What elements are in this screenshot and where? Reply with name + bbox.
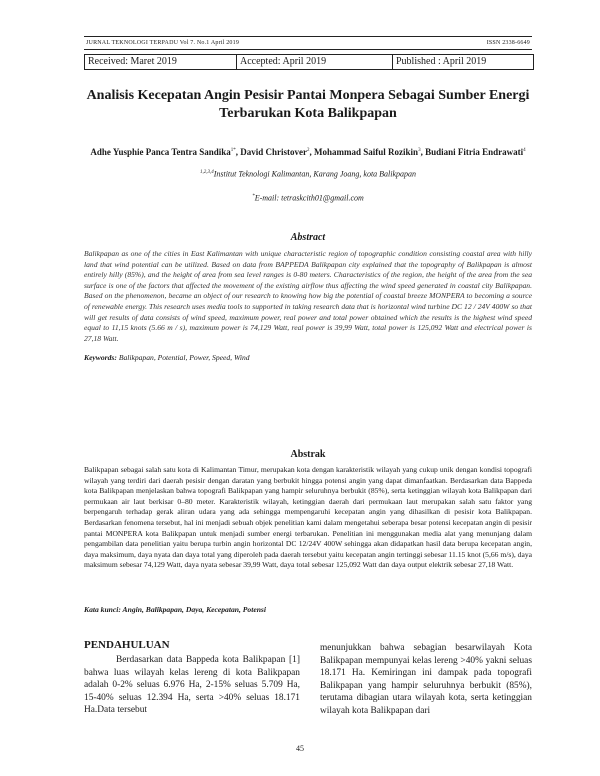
page-number: 45 [296,744,304,753]
author-1: Adhe Yusphie Panca Tentra Sandika [90,147,231,157]
keywords-label: Keywords: [84,353,117,362]
keywords-english [84,353,532,363]
abstrak-indonesian-text: Balikpapan sebagai salah satu kota di Kalimantan Timur, merupakan kota dengan karakteristik wilayah yang cukup unik dengan kondisi topografi wilayah yang terdiri dari daerah pesisir dengan daratan yang berbukit hingga potensi angin yang dapat dimanfaatkan. Berdasarkan data Bappeda kota Balikpapan menjelaskan bahwa topografi Balikpapan yang hampir seluruhnya berbukit (85%), serta ketinggian wilayah kota Balikpapan dari permukaan air laut berkisar 0–80 meter. Karakteristik wilayah, ketinggian daerah dari permukaan laut merupakan salah satu faktor yang berpengaruh terhadap gerak aliran udara yang ada sehingga mempengaruhi kecepatan angin yang dihasilkan di pesisir kota Balikpapan. Berdasarkan fenomena tersebut, hal ini menjadi sebuah objek penelitian kami dalam mengetahui seberapa besar potensi kecepatan angin di pesisir pantai MONPERA kota Balikpapan untuk menjadi sumber energi terbarukan. Penelitian ini menggunakan media alat yang menunjang dalam pengambilan data penelitian yaitu berupa turbin angin horizontal DC 12/24V 400W sehingga akan didapatkan hasil data berupa kecepatan angin, daya maksimum, daya nyata dan daya total yang diperoleh pada daerah tersebut yaitu kecepatan angin tertinggi sebesar 11.15 knot (5,66 m/s), daya maksimum sebesar 74,129 Watt, daya nyata sebesar 39,99 Watt, daya total sebesar 125,092 Watt dan daya output elektrik sebesar 27,18 Watt. [84,465,532,570]
published-date: Published : April 2019 [396,56,487,67]
affiliation-sup: 1,2,3,4 [199,170,214,175]
author-2: , David Christover [235,147,308,157]
abstract-english-text: Balikpapan as one of the cities in East Kalimantan with unique characteristic region of topographic condition consisting coastal area with hilly land that wind potential can be utilized. Based on data from BAPPEDA Balikpapan city explained that the topography of Balikpapan is almost entirely hilly (85%), and the height of area from sea level ranges is 0-80 meters. Characteristics of the region, the height of the area from the sea surface is one of the factors that affected the movement of the existing airflow thus affecting the wind speed generated in coastal city Balikpapan. Based on the phenomenon, became an object of our research to knowing how big the potential of coastal breeze MONPERA to becoming a source of renewable energy. This research uses media tools to supported in taking research data that is horizontal wind turbine DC 12 / 24V 400W so that will get results of data consists of wind speed, maximum power, real power and total power obtained which the results is the highest wind speed equal to 11,15 knots (5.66 m / s), maximum power is 74,129 Watt, real power is 39,99 Watt, total power is 125,092 Watt and electrical power is 27,18 Watt. [84,249,532,343]
author-list [84,145,532,158]
abstract-heading: Abstract [290,232,326,243]
author-3: , Mohammad Saiful Rozikin [309,147,419,157]
journal-header-bar [84,36,532,50]
affiliation [84,168,532,180]
body-column-left [84,638,300,717]
author-4-sup: 4 [523,148,526,153]
author-4: , Budiani Fitria Endrawati [420,147,524,157]
author-1-sup: 1* [230,148,236,153]
keywords-value: Balikpapan, Potential, Power, Speed, Wind [118,353,250,362]
body-paragraph-left: Berdasarkan data Bappeda kota Balikpapan [1] bahwa luas wilayah kelas lereng di kota Balikpapan adalah 0-2% seluas 6.976 Ha, 2-15% seluas 5.709 Ha, 15-40% seluas 12.394 Ha, serta >40% seluas 18.171 Ha.Data tersebut [84,655,300,716]
affiliation-text: Institut Teknologi Kalimantan, Karang Joang, kota Balikpapan [213,169,417,179]
author-2-sup: 2 [307,148,310,153]
kata-kunci: Kata kunci: Angin, Balikpapan, Daya, Kecepatan, Potensi [84,605,266,614]
issn: ISSN 2338-6649 [486,40,530,46]
email-sup: * [252,194,255,199]
author-3-sup: 3 [418,148,421,153]
journal-name: JURNAL TEKNOLOGI TERPADU Vol 7. No.1 April 2019 [86,40,240,46]
email-text: E-mail: tetraskcith01@gmail.com [254,193,364,203]
body-paragraph-right: menunjukkan bahwa sebagian besarwilayah Kota Balikpapan mempunyai kelas lereng >40% yakni seluas 18.171 Ha. Kemiringan ini dampak pada topografi Balikpapan yang hampir seluruhnya berbukit (85%), terutama dibagian utara wilayah kota, serta ketinggian wilayah kota Balikpapan dari [320,643,532,716]
received-date: Received: Maret 2019 [85,55,237,69]
paper-title: Analisis Kecepatan Angin Pesisir Pantai Monpera Sebagai Sumber Energi Terbarukan Kota Balikpapan [86,88,530,121]
corresponding-email [84,192,532,204]
dates-box [84,54,534,70]
abstrak-heading: Abstrak [290,449,326,460]
accepted-date: Accepted: April 2019 [237,55,393,69]
section-heading: PENDAHULUAN [84,639,170,651]
body-column-right [320,642,532,718]
